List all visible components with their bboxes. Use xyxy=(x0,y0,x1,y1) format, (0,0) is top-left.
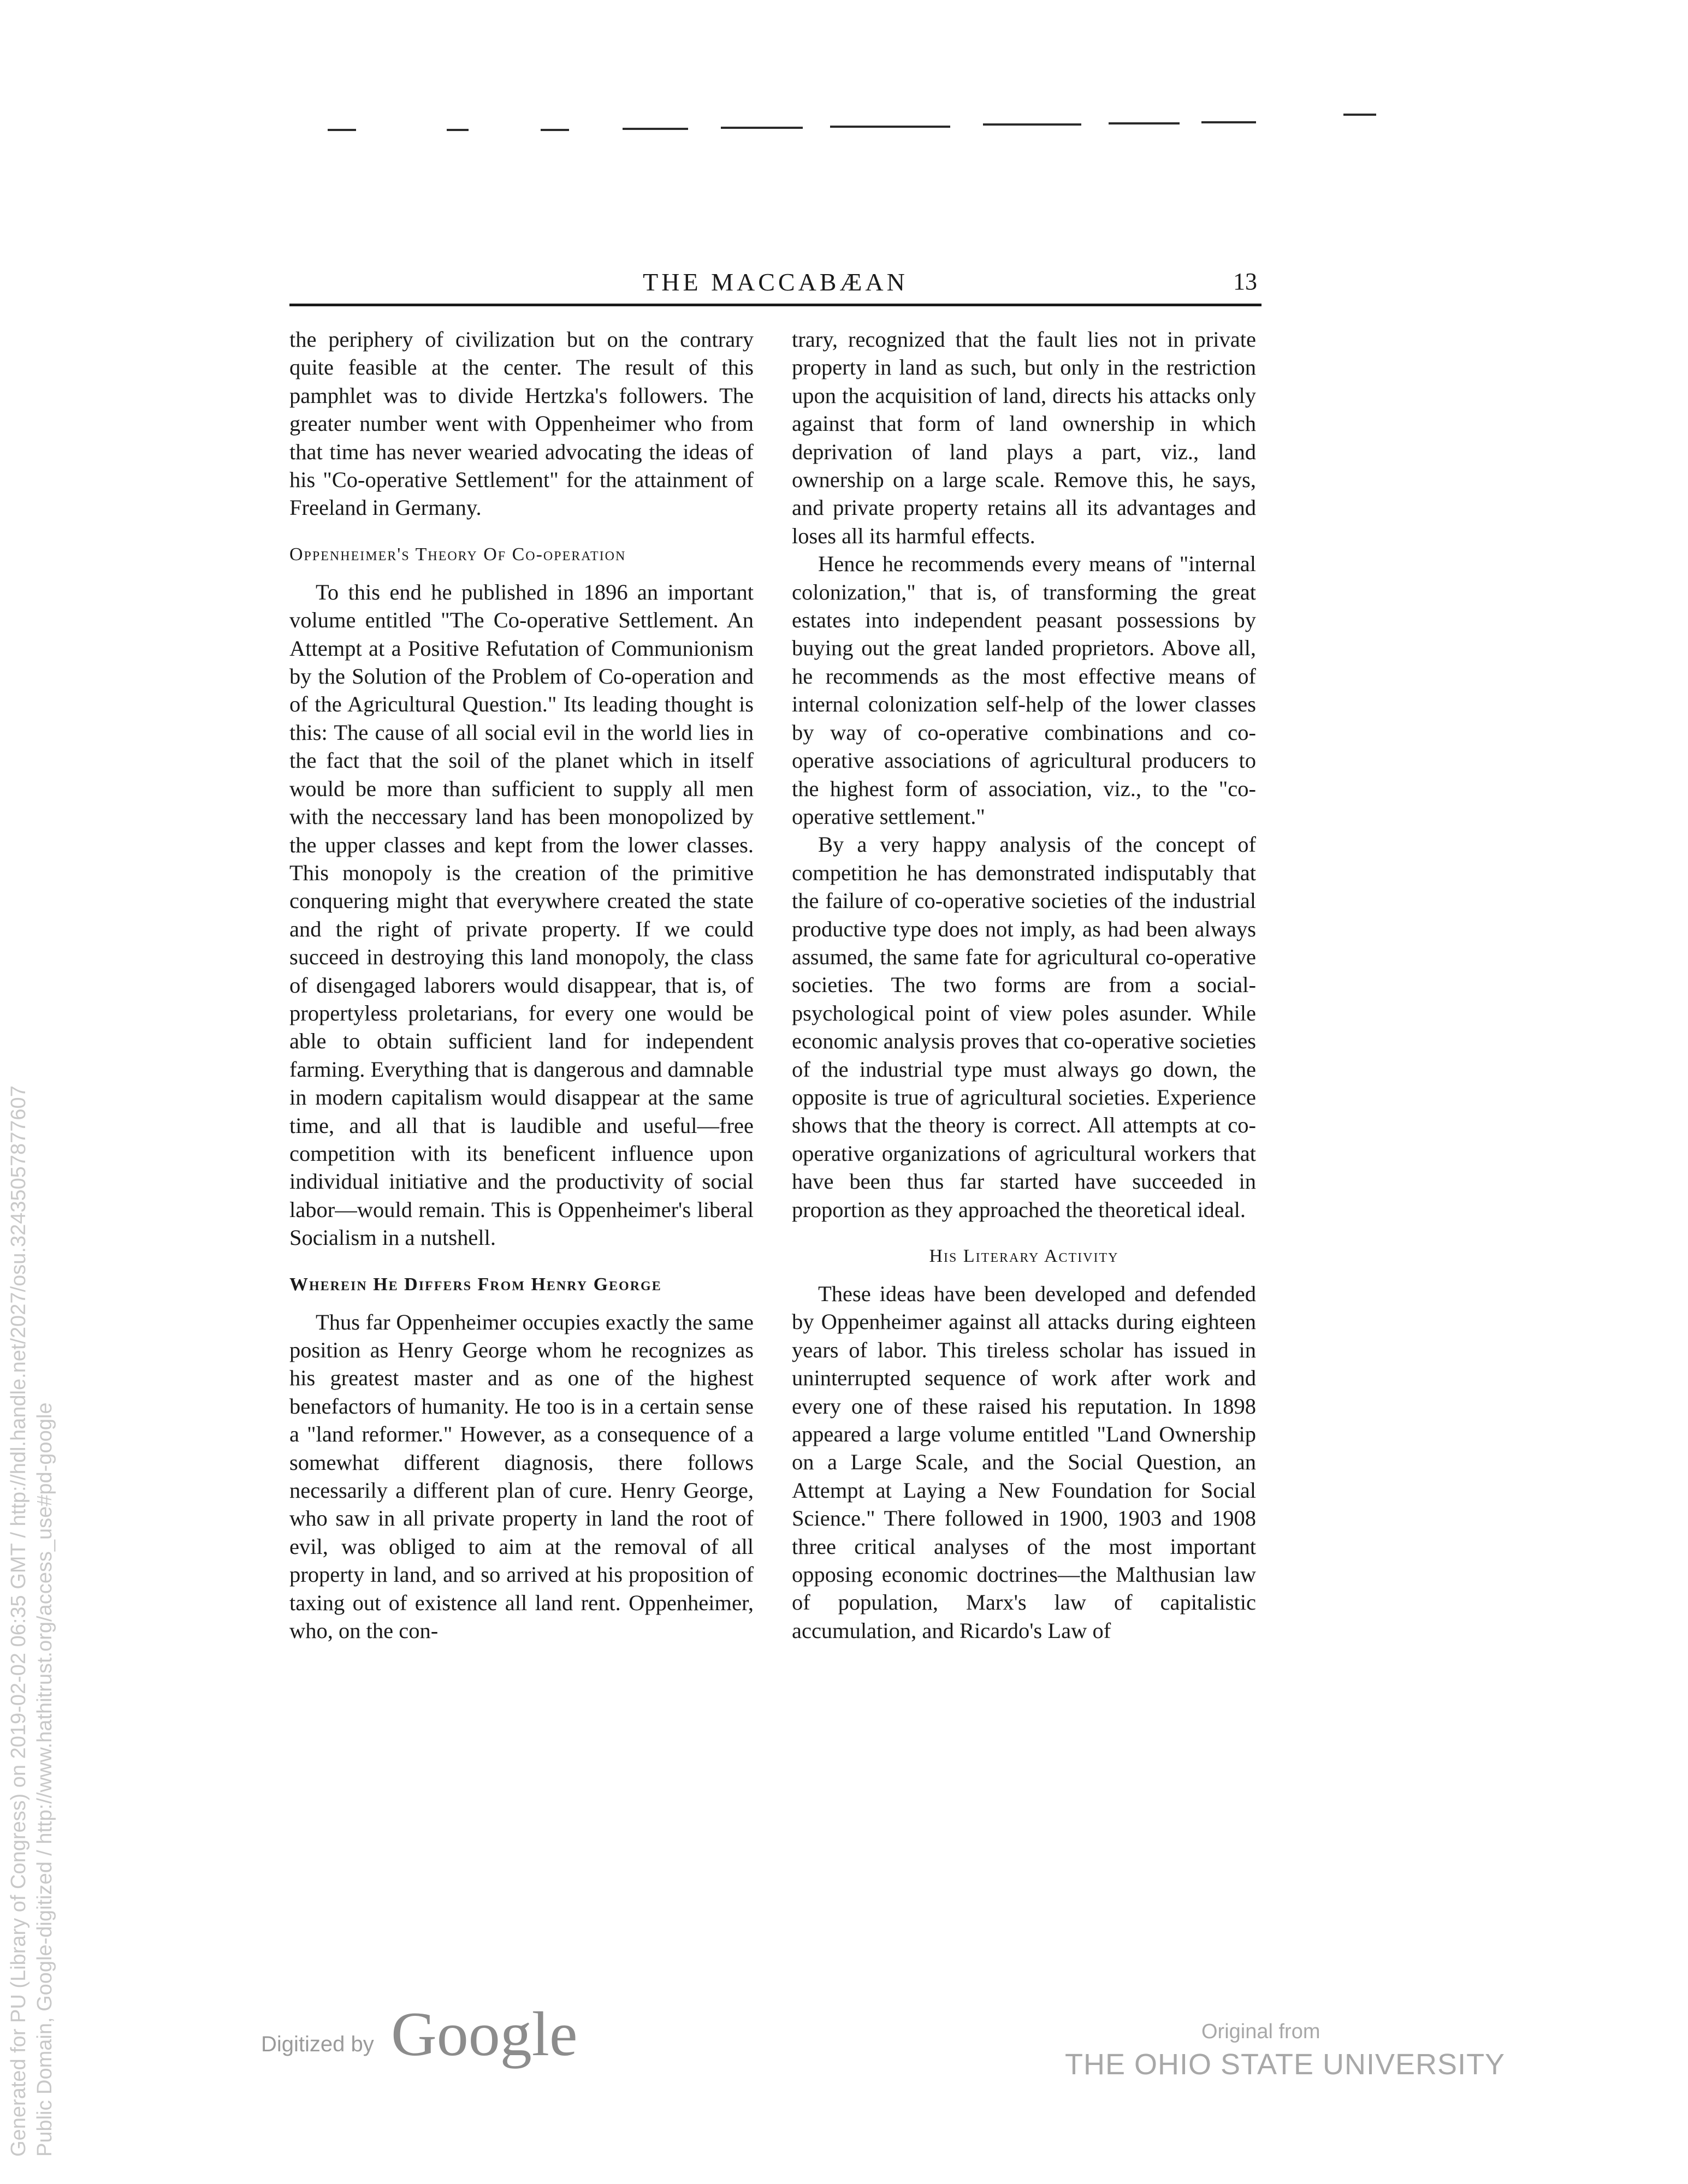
running-title: THE MACCABÆAN xyxy=(643,268,908,296)
paragraph: the periphery of civilization but on the contrary quite feasible at the center. The result of this pamphlet was to divide Hertzka's followers. The greater number went with Oppenheimer who from that time has never wearied advocating the ideas of his "Co-operative Settlement" for the attainment of Freeland in Germany. xyxy=(289,327,754,520)
digitized-by-label: Digitized by xyxy=(261,2032,374,2056)
digitized-by-google-logo xyxy=(261,1998,600,2080)
paragraph: Hence he recommends every means of "internal colonization," that is, of transforming the great estates into independent peasant possessions by buying out the great landed proprietors. Above all, he recommends as the most effective means of internal colonization self-help of the lower classes by way of co-operative combinations and co-operative associations of agricultural producers to the highest form of association, viz., to the "co-operative settlement." xyxy=(792,551,1256,829)
watermark-line: Generated for PU (Library of Congress) on 2019-02-02 06:35 GMT / http://hdl.handle.net/2027/osu.32435057877607 xyxy=(7,1085,30,2157)
page-number: 13 xyxy=(1233,268,1257,295)
side-watermark xyxy=(5,1085,58,2157)
watermark-line: Public Domain, Google-digitized / http://www.hathitrust.org/access_use#pd-google xyxy=(33,1402,56,2157)
section-heading: Oppenheimer's Theory Of Co-operation xyxy=(289,544,626,565)
paragraph: These ideas have been developed and defended by Oppenheimer against all attacks during eighteen years of labor. This tireless scholar has issued in uninterrupted sequence of work after work and every one of these raised his reputation. In 1898 appeared a large volume entitled "Land Ownership on a Large Scale, and the Social Question, an Attempt at Laying a New Foundation for Social Science." There followed in 1900, 1903 and 1908 three critical analyses of the most important opposing economic doctrines—the Malthusian law of population, Marx's law of capitalistic accumulation, and Ricardo's Law of xyxy=(792,1281,1256,1643)
paragraph: trary, recognized that the fault lies not in private property in land as such, but only in the restriction upon the acquisition of land, directs his attacks only against that form of land ownership in which deprivation of land plays a part, viz., land ownership on a large scale. Remove this, he says, and private property retains all its advantages and loses all its harmful effects. xyxy=(792,327,1256,548)
right-column xyxy=(792,325,1256,1645)
paragraph: By a very happy analysis of the concept of competition he has demonstrated indisputably that the failure of co-operative societies of the industrial productive type does not imply, as had been always assumed, the same fate for agricultural co-operative societies. The two forms are from a social-psychological point of view poles asunder. While economic analysis proves that co-operative societies of the industrial type must always go down, the opposite is true of agricultural societies. Experience shows that the theory is correct. All attempts at co-operative organizations of agricultural workers that have been thus far started have succeeded in proportion as they approached the theoretical ideal. xyxy=(792,832,1256,1222)
page-header xyxy=(289,268,1261,306)
paragraph: To this end he published in 1896 an important volume entitled "The Co-operative Settlement. An Attempt at a Positive Refutation of Communionism by the Solution of the Problem of Co-operation and of the Agricultural Question." Its leading thought is this: The cause of all social evil in the world lies in the fact that the soil of the planet which in itself would be more than sufficient to supply all men with the neccessary land has been monopolized by the upper classes and kept from the lower classes. This monopoly is the creation of the primitive conquering might that everywhere created the state and the right of private property. If we could succeed in destroying this land monopoly, the class of disengaged laborers would disappear, that is, of propertyless proletarians, for every one would be able to obtain sufficient land for independent farming. Everything that is dangerous and damnable in modern capitalism would disappear at the same time, and all that is laudible and useful—free competition with its beneficent influence upon individual initiative and the productivity of social labor—would remain. This is Oppenheimer's liberal Socialism in a nutshell. xyxy=(289,579,754,1250)
paragraph: Thus far Oppenheimer occupies exactly the same position as Henry George whom he recognizes as his greatest master and as one of the highest benefactors of humanity. He too is in a certain sense a "land reformer." However, as a consequence of a somewhat different diagnosis, there follows necessarily a different plan of cure. Henry George, who saw in all private property in land the root of evil, was obliged to aim at the removal of all property in land, and so arrived at his proposition of taxing out of existence all land rent. Oppenheimer, who, on the con- xyxy=(289,1309,754,1643)
original-from-label: Original from xyxy=(1201,2020,1320,2043)
header-rule xyxy=(289,304,1261,306)
section-heading: His Literary Activity xyxy=(929,1246,1119,1266)
section-heading: Wherein He Differs From Henry George xyxy=(289,1274,662,1295)
left-column xyxy=(289,325,754,1645)
scan-artifact-marks xyxy=(306,109,1376,142)
google-wordmark: Google xyxy=(391,1999,578,2069)
institution-name: THE OHIO STATE UNIVERSITY xyxy=(1065,2048,1506,2081)
